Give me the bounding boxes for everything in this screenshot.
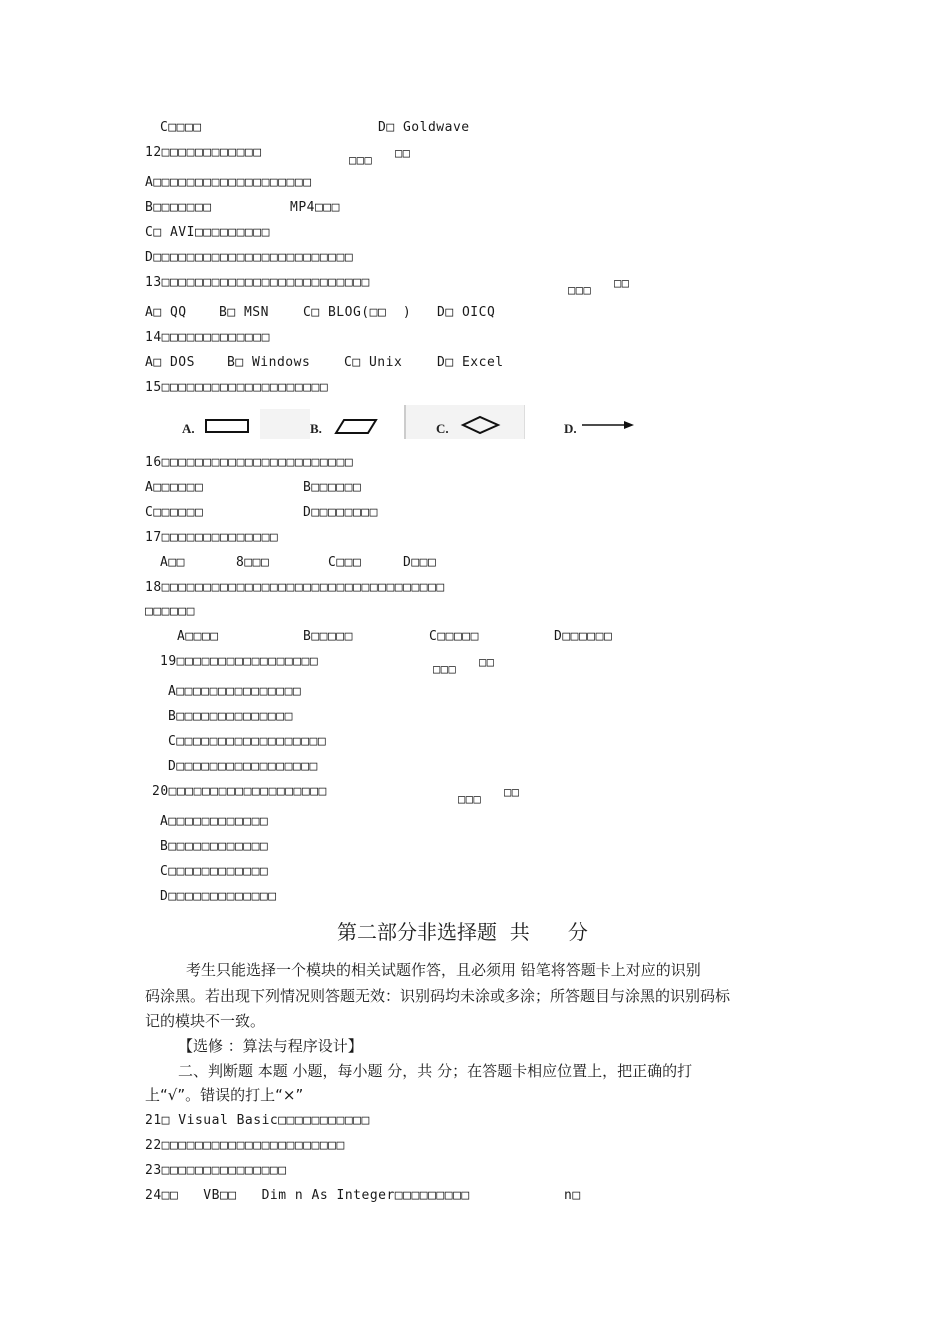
option-d: D□□□□□□	[554, 629, 613, 644]
answer-blank: □□	[479, 655, 495, 669]
section-heading: 第二部分非选择题 共 分	[337, 920, 588, 944]
option-a: A□□□□□□	[145, 480, 204, 495]
option-c: C□ AVI□□□□□□□□□	[145, 225, 270, 240]
option-b: B□□□□□	[303, 629, 353, 644]
question-24: 24□□ VB□□ Dim n As Integer□□□□□□□□□	[145, 1188, 470, 1203]
section-instruction: 二、判断题 本题 小题，每小题 分，共 分；在答题卡相应位置上，把正确的打	[178, 1062, 693, 1080]
option-b: B□□□□□□□	[145, 200, 212, 215]
module-title: 【选修 ：算法与程序设计】	[178, 1037, 363, 1055]
option-a: A□ QQ	[145, 305, 187, 320]
answer-blank: □□□	[349, 153, 373, 167]
question-16: 16□□□□□□□□□□□□□□□□□□□□□□□	[145, 455, 354, 470]
option-b: B□□□□□□□□□□□□	[160, 839, 269, 854]
question-18: 18□□□□□□□□□□□□□□□□□□□□□□□□□□□□□□□□□□	[145, 580, 445, 595]
option-c: C□ BLOG(□□ )	[303, 305, 412, 320]
instruction-line: 记的模块不一致。	[145, 1012, 266, 1030]
question-17: 17□□□□□□□□□□□□□□	[145, 530, 279, 545]
instruction-line: 考生只能选择一个模块的相关试题作答，且必须用 铅笔将答题卡上对应的识别	[186, 961, 701, 979]
question-12: 12□□□□□□□□□□□□	[145, 145, 262, 160]
option-b: B□□□□□□□□□□□□□□	[168, 709, 293, 724]
question-14: 14□□□□□□□□□□□□□	[145, 330, 270, 345]
option-c: C□□□□□□□□□□□□	[160, 864, 269, 879]
option-a: A□□	[160, 555, 185, 570]
option-d: D□□□□□□□□□□□□□□□□□□□□□□□□	[145, 250, 354, 265]
option-b: 8□□□	[236, 555, 270, 570]
question-21: 21□ Visual Basic□□□□□□□□□□□	[145, 1113, 370, 1128]
option-d: D□□□□□□□□□□□□□	[160, 889, 277, 904]
answer-blank: □□□	[433, 662, 457, 676]
instruction-line: 码涂黑。若出现下列情况则答题无效：识别码均未涂或多涂；所答题目与涂黑的识别码标	[145, 987, 731, 1005]
option-d: D□ OICQ	[437, 305, 496, 320]
label-c: C.	[436, 421, 449, 436]
answer-blank: □□	[614, 276, 630, 290]
option-c: C□ Unix	[344, 355, 403, 370]
arrowhead-icon	[624, 421, 634, 429]
option-d: D□□□□□□□□□□□□□□□□□	[168, 759, 318, 774]
option-b-format: MP4□□□	[290, 200, 340, 215]
option-c: C□□□□□□	[145, 505, 204, 520]
io-parallelogram-icon	[336, 420, 376, 433]
option-b: B□ Windows	[227, 355, 311, 370]
option-a: A□□□□□□□□□□□□	[160, 814, 269, 829]
label-d: D.	[564, 421, 577, 436]
flowchart-symbols-figure	[178, 405, 638, 441]
section-instruction: 上“√”。错误的打上“×”	[145, 1086, 304, 1104]
answer-blank: □□□	[458, 792, 482, 806]
option-a: A□□□□	[177, 629, 219, 644]
answer-blank: □□	[395, 146, 411, 160]
question-20: 20□□□□□□□□□□□□□□□□□□□	[152, 784, 327, 799]
label-b: B.	[310, 421, 322, 436]
option-c: C□□□□□□□□□□□□□□□□□□	[168, 734, 327, 749]
option-a: A□□□□□□□□□□□□□□□	[168, 684, 302, 699]
question-19: 19□□□□□□□□□□□□□□□□□	[160, 654, 319, 669]
option-b: B□ MSN	[219, 305, 269, 320]
label-a: A.	[182, 421, 195, 436]
question-18-cont: □□□□□□	[145, 604, 195, 619]
flowchart-shapes	[178, 405, 638, 441]
option-c: C□□□□□	[429, 629, 479, 644]
answer-blank: □□□	[568, 283, 592, 297]
option-d: D□□□□□□□□	[303, 505, 378, 520]
question-23: 23□□□□□□□□□□□□□□□	[145, 1163, 287, 1178]
option-a: A□ DOS	[145, 355, 195, 370]
process-rectangle-icon	[206, 420, 248, 432]
option-d: D□□□	[403, 555, 437, 570]
decision-diamond-icon	[463, 417, 498, 433]
option-b: B□□□□□□	[303, 480, 362, 495]
option-d: D□ Excel	[437, 355, 504, 370]
question-15: 15□□□□□□□□□□□□□□□□□□□□	[145, 380, 329, 395]
question-13: 13□□□□□□□□□□□□□□□□□□□□□□□□□	[145, 275, 370, 290]
question-22: 22□□□□□□□□□□□□□□□□□□□□□□	[145, 1138, 345, 1153]
option-c: C□□□	[328, 555, 362, 570]
option-d: D□ Goldwave	[378, 120, 470, 135]
option-c: C□□□□	[160, 120, 202, 135]
option-a: A□□□□□□□□□□□□□□□□□□□	[145, 175, 312, 190]
answer-blank: □□	[504, 785, 520, 799]
question-24-tail: n□	[564, 1188, 581, 1203]
